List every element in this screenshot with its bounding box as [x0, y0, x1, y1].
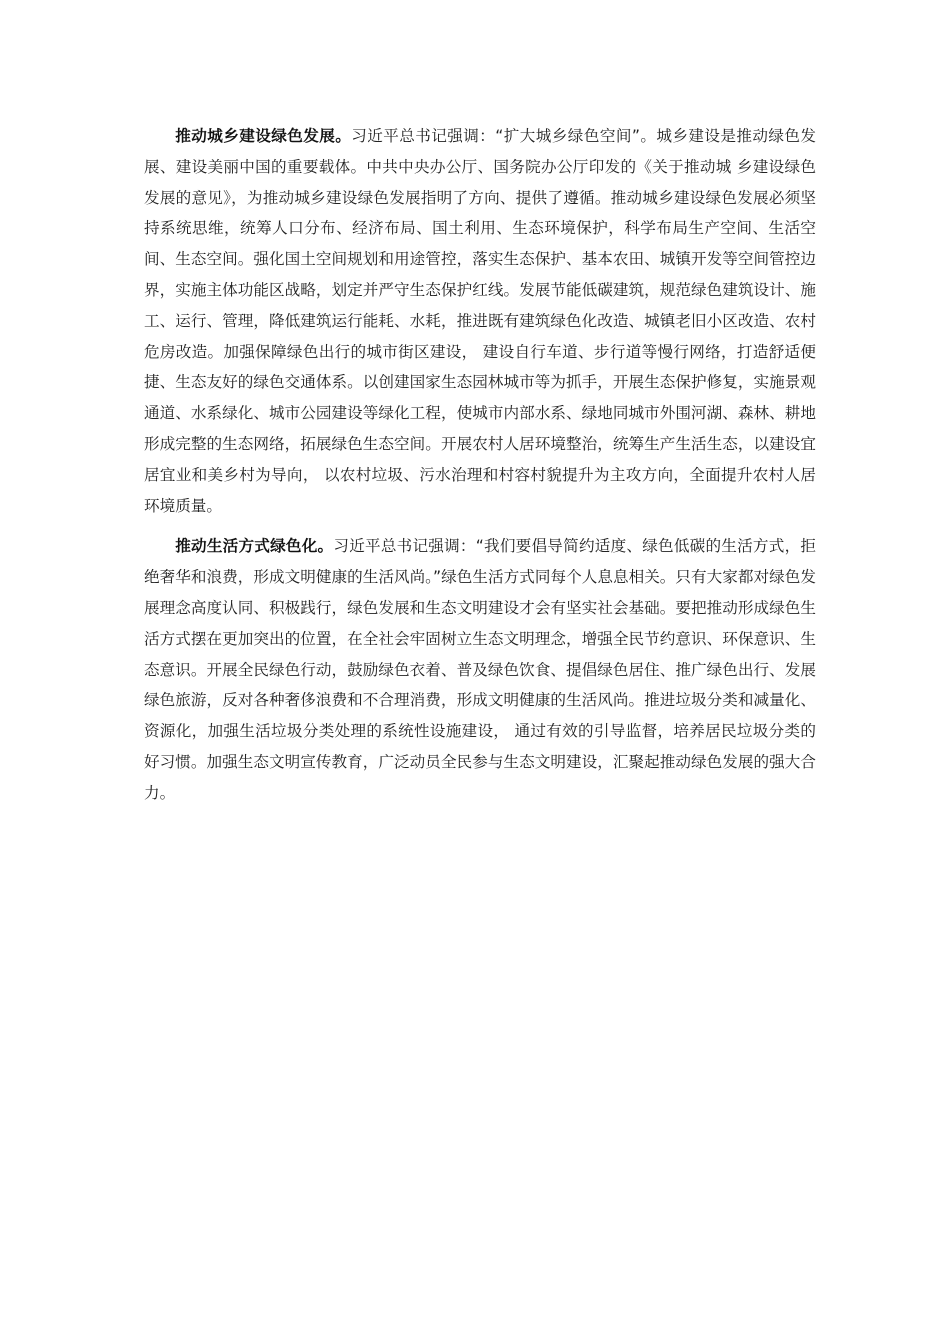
paragraph-heading: 推动城乡建设绿色发展。: [175, 127, 352, 145]
paragraph-text: 习近平总书记强调：“我们要倡导简约适度、绿色低碳的生活方式，拒绝奢华和浪费，形成文明健康的生活风尚。”绿色生活方式同每个人息息相关。只有大家都对绿色发展理念高度认同、积极践行，绿色发展和生态文明建设才会有坚实社会基础。要把推动形成绿色生活方式摆在更加突出的位置，在全社会牢固树立生态文明理念，增强全民节约意识、环保意识、生态意识。开展全民绿色行动，鼓励绿色衣着、普及绿色饮食、提倡绿色居住、推广绿色出行、发展绿色旅游，反对各种奢侈浪费和不合理消费，形成文明健康的生活风尚。推进垃圾分类和减量化、资源化，加强生活垃圾分类处理的系统性设施建设， 通过有效的引导监督，培养居民垃圾分类的好习惯。加强生态文明宣传教育，广泛动员全民参与生态文明建设，汇聚起推动绿色发展的强大合力。: [144, 537, 816, 802]
paragraph-heading: 推动生活方式绿色化。: [175, 537, 334, 556]
paragraph-green-lifestyle: [144, 531, 816, 808]
paragraph-text: 习近平总书记强调：“扩大城乡绿色空间”。城乡建设是推动绿色发展、建设美丽中国的重要载体。中共中央办公厅、国务院办公厅印发的《关于推动城 乡建设绿色发展的意见》，为推动城乡建设绿色发展指明了方向、提供了遵循。推动城乡建设绿色发展必须坚持系统思维，统筹人口分布、经济布局、国土利用、生态环境保护，科学布局生产空间、生活空间、生态空间。强化国土空间规划和用途管控，落实生态保护、基本农田、城镇开发等空间管控边界，实施主体功能区战略，划定并严守生态保护红线。发展节能低碳建筑，规范绿色建筑设计、施工、运行、管理，降低建筑运行能耗、水耗，推进既有建筑绿色化改造、城镇老旧小区改造、农村危房改造。加强保障绿色出行的城市街区建设， 建设自行车道、步行道等慢行网络，打造舒适便捷、生态友好的绿色交通体系。以创建国家生态园林城市等为抓手，开展生态保护修复，实施景观通道、水系绿化、城市公园建设等绿化工程，使城市内部水系、绿地同城市外围河湖、森林、耕地形成完整的生态网络，拓展绿色生态空间。开展农村人居环境整治，统筹生产生活生态，以建设宜居宜业和美乡村为导向， 以农村垃圾、污水治理和村容村貌提升为主攻方向，全面提升农村人居环境质量。: [144, 127, 816, 515]
paragraph-urban-rural-green-development: [144, 121, 816, 521]
document-body: [144, 121, 816, 809]
